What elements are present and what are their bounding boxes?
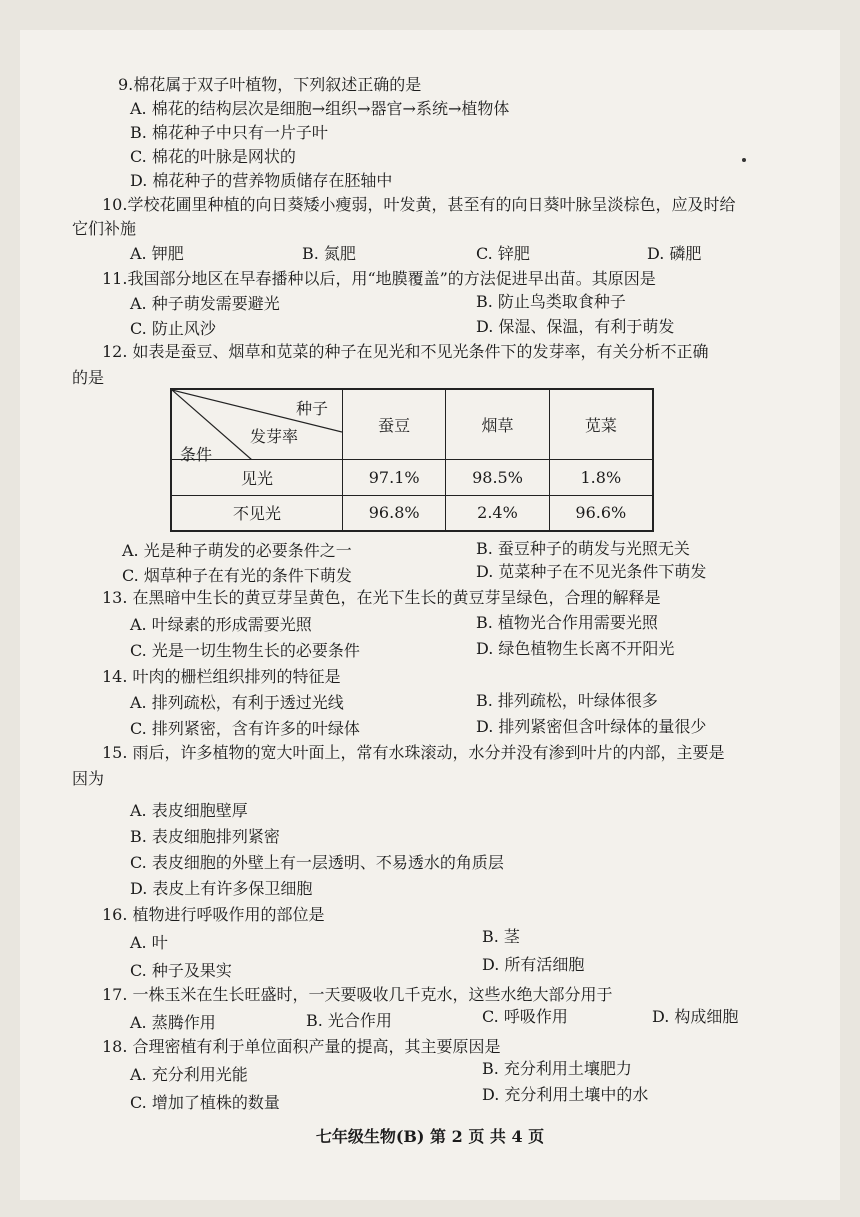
- table-cell: 96.6%: [549, 495, 652, 531]
- q14-option-d: D. 排列紧密但含叶绿体的量很少: [476, 717, 707, 736]
- q10-stem-line1: 10.学校花圃里种植的向日葵矮小瘦弱，叶发黄，甚至有的向日葵叶脉呈淡棕色，应及时给: [102, 195, 736, 214]
- q18-option-a: A. 充分利用光能: [130, 1065, 248, 1084]
- q13-stem: 13. 在黑暗中生长的黄豆芽呈黄色，在光下生长的黄豆芽呈绿色，合理的解释是: [102, 588, 661, 607]
- table-cell: 1.8%: [549, 460, 652, 496]
- q11-stem: 11.我国部分地区在早春播种以后，用“地膜覆盖”的方法促进早出苗。其原因是: [102, 269, 656, 288]
- q10-stem-line2: 它们补施: [72, 219, 137, 238]
- q16-option-c: C. 种子及果实: [130, 961, 232, 980]
- q10-option-a: A. 钾肥: [130, 244, 184, 263]
- table-corner-cell: [172, 390, 343, 464]
- table-cell: 96.8%: [343, 495, 446, 531]
- q10-option-b: B. 氮肥: [302, 244, 356, 263]
- q15-stem-line2: 因为: [72, 769, 105, 788]
- q16-stem: 16. 植物进行呼吸作用的部位是: [102, 905, 325, 924]
- q15-option-c: C. 表皮细胞的外壁上有一层透明、不易透水的角质层: [130, 853, 504, 872]
- ink-dot: [742, 158, 746, 162]
- q12-option-a: A. 光是种子萌发的必要条件之一: [122, 541, 352, 560]
- q18-stem: 18. 合理密植有利于单位面积产量的提高，其主要原因是: [102, 1037, 501, 1056]
- row-label-cell: 不见光: [172, 495, 343, 531]
- q12-stem-line1: 12. 如表是蚕豆、烟草和苋菜的种子在见光和不见光条件下的发芽率，有关分析不正确: [102, 342, 709, 361]
- q13-option-b: B. 植物光合作用需要光照: [476, 613, 658, 632]
- q17-option-d: D. 构成细胞: [652, 1007, 739, 1026]
- q13-option-a: A. 叶绿素的形成需要光照: [130, 615, 312, 634]
- table-row: [172, 460, 653, 496]
- q13-option-d: D. 绿色植物生长离不开阳光: [476, 639, 675, 658]
- q12-option-d: D. 苋菜种子在不见光条件下萌发: [476, 562, 707, 581]
- q11-option-b: B. 防止鸟类取食种子: [476, 292, 626, 311]
- corner-label-seed: 种子: [295, 399, 328, 418]
- q15-stem-line1: 15. 雨后，许多植物的宽大叶面上，常有水珠滚动，水分并没有渗到叶片的内部，主要是: [102, 743, 725, 762]
- q14-stem: 14. 叶肉的栅栏组织排列的特征是: [102, 667, 341, 686]
- q16-option-a: A. 叶: [130, 933, 168, 952]
- q17-option-a: A. 蒸腾作用: [130, 1013, 216, 1032]
- table-cell: 97.1%: [343, 460, 446, 496]
- q15-option-b: B. 表皮细胞排列紧密: [130, 827, 280, 846]
- q13-option-c: C. 光是一切生物生长的必要条件: [130, 641, 360, 660]
- q9-option-d: D. 棉花种子的营养物质储存在胚轴中: [130, 171, 393, 190]
- column-header-cell: 蚕豆: [343, 390, 446, 460]
- q17-option-b: B. 光合作用: [306, 1011, 392, 1030]
- q12-stem-line2: 的是: [72, 368, 105, 387]
- q11-option-a: A. 种子萌发需要避光: [130, 294, 280, 313]
- q11-option-d: D. 保湿、保温，有利于萌发: [476, 317, 675, 336]
- q15-option-d: D. 表皮上有许多保卫细胞: [130, 879, 313, 898]
- q17-option-c: C. 呼吸作用: [482, 1007, 568, 1026]
- q9-option-a: A. 棉花的结构层次是细胞→组织→器官→系统→植物体: [130, 99, 510, 118]
- table-cell: 98.5%: [446, 460, 549, 496]
- q18-option-d: D. 充分利用土壤中的水: [482, 1085, 649, 1104]
- corner-label-rate: 发芽率: [250, 427, 299, 446]
- q17-stem: 17. 一株玉米在生长旺盛时，一天要吸收几千克水，这些水绝大部分用于: [102, 985, 613, 1004]
- q18-option-c: C. 增加了植株的数量: [130, 1093, 280, 1112]
- q11-option-c: C. 防止风沙: [130, 319, 216, 338]
- q16-option-d: D. 所有活细胞: [482, 955, 585, 974]
- q10-option-d: D. 磷肥: [647, 244, 702, 263]
- table-cell: 2.4%: [446, 495, 549, 531]
- table-row: [172, 495, 653, 531]
- q14-option-a: A. 排列疏松，有利于透过光线: [130, 693, 344, 712]
- q9-stem: 9.棉花属于双子叶植物，下列叙述正确的是: [118, 75, 422, 94]
- row-label-cell: 见光: [172, 460, 343, 496]
- column-header-cell: 烟草: [446, 390, 549, 460]
- q12-option-b: B. 蚕豆种子的萌发与光照无关: [476, 539, 690, 558]
- germination-table: [170, 388, 654, 532]
- q15-option-a: A. 表皮细胞壁厚: [130, 801, 248, 820]
- q14-option-b: B. 排列疏松，叶绿体很多: [476, 691, 658, 710]
- q14-option-c: C. 排列紧密，含有许多的叶绿体: [130, 719, 360, 738]
- corner-label-condition: 条件: [180, 445, 213, 464]
- column-header-cell: 苋菜: [549, 390, 652, 460]
- q12-option-c: C. 烟草种子在有光的条件下萌发: [122, 566, 352, 585]
- q18-option-b: B. 充分利用土壤肥力: [482, 1059, 632, 1078]
- q16-option-b: B. 茎: [482, 927, 520, 946]
- q10-option-c: C. 锌肥: [476, 244, 530, 263]
- q9-option-b: B. 棉花种子中只有一片子叶: [130, 123, 328, 142]
- page-footer: 七年级生物(B) 第 2 页 共 4 页: [315, 1127, 545, 1146]
- q9-option-c: C. 棉花的叶脉是网状的: [130, 147, 296, 166]
